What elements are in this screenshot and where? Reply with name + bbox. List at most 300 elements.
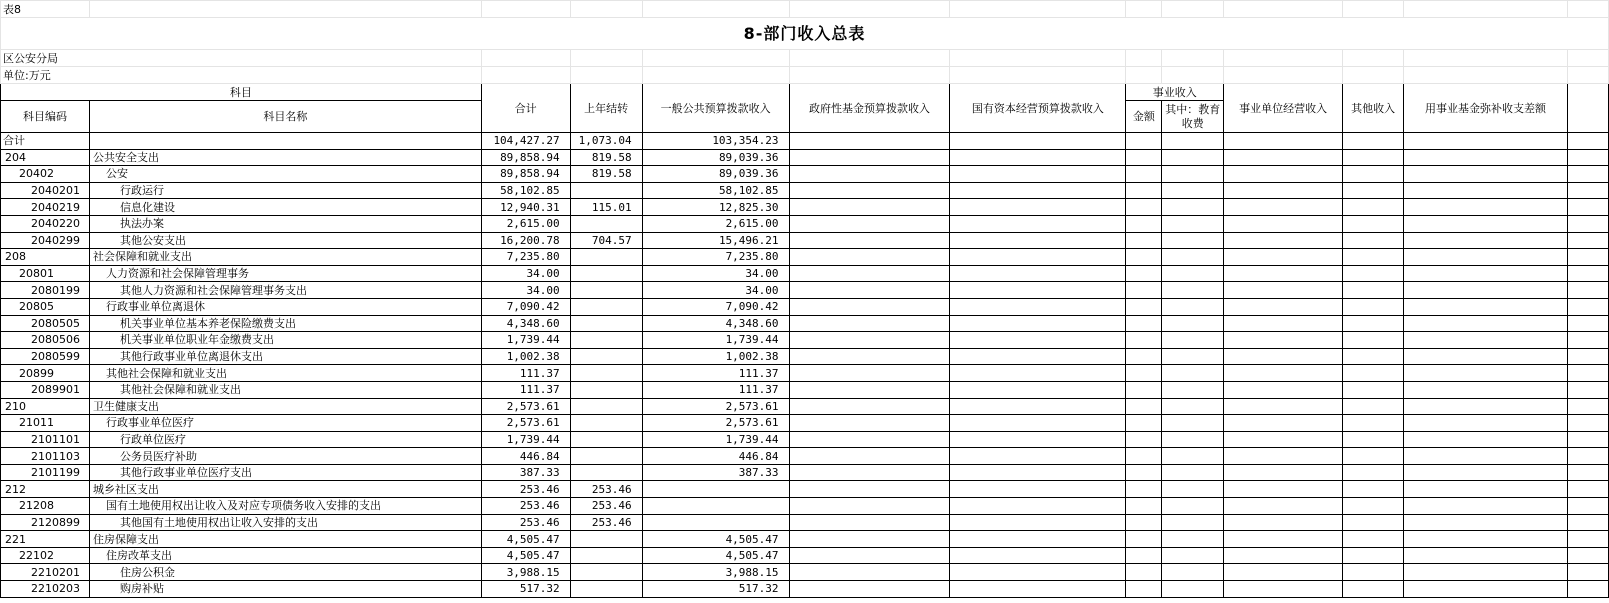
row-code-cell[interactable]: 20801 [1, 265, 90, 282]
header-gov-fund[interactable]: 政府性基金预算拨款收入 [789, 84, 950, 133]
row-code-cell[interactable]: 20805 [1, 298, 90, 315]
empty-cell[interactable] [1567, 464, 1608, 481]
empty-cell[interactable] [1162, 166, 1224, 183]
empty-cell[interactable] [1567, 149, 1608, 166]
row-name-cell[interactable]: 公安 [89, 166, 481, 183]
empty-cell[interactable] [1567, 282, 1608, 299]
empty-cell[interactable] [789, 282, 950, 299]
empty-cell[interactable] [1404, 232, 1568, 249]
empty-cell[interactable] [1404, 298, 1568, 315]
row-total-cell[interactable]: 16,200.78 [481, 232, 570, 249]
row-code-cell[interactable]: 212 [1, 481, 90, 498]
empty-cell[interactable] [1567, 398, 1608, 415]
row-total-cell[interactable]: 253.46 [481, 514, 570, 531]
empty-cell[interactable] [1126, 249, 1162, 266]
row-code-cell[interactable]: 2101199 [1, 464, 90, 481]
empty-cell[interactable] [1404, 581, 1568, 598]
row-code-cell[interactable]: 2040201 [1, 182, 90, 199]
row-name-cell[interactable]: 公共安全支出 [89, 149, 481, 166]
empty-cell[interactable] [1343, 265, 1404, 282]
empty-cell[interactable] [1404, 481, 1568, 498]
row-name-cell[interactable]: 其他社会保障和就业支出 [89, 381, 481, 398]
empty-cell[interactable] [789, 415, 950, 432]
empty-cell[interactable] [950, 564, 1126, 581]
row-carryover-cell[interactable]: 819.58 [570, 149, 642, 166]
row-total-cell[interactable]: 3,988.15 [481, 564, 570, 581]
empty-cell[interactable] [1404, 547, 1568, 564]
empty-cell[interactable] [1162, 415, 1224, 432]
row-carryover-cell[interactable] [570, 448, 642, 465]
empty-cell[interactable] [950, 448, 1126, 465]
row-carryover-cell[interactable] [570, 581, 642, 598]
empty-cell[interactable] [1567, 232, 1608, 249]
empty-cell[interactable] [950, 182, 1126, 199]
empty-cell[interactable] [789, 498, 950, 515]
empty-cell[interactable] [1126, 332, 1162, 349]
row-general-budget-cell[interactable]: 89,039.36 [642, 166, 789, 183]
empty-cell[interactable] [950, 531, 1126, 548]
empty-cell[interactable] [1343, 415, 1404, 432]
empty-cell[interactable] [1126, 398, 1162, 415]
row-code-cell[interactable]: 2080506 [1, 332, 90, 349]
header-code[interactable]: 科目编码 [1, 101, 90, 133]
empty-cell[interactable] [1126, 365, 1162, 382]
empty-cell[interactable] [789, 381, 950, 398]
empty-cell[interactable] [1404, 249, 1568, 266]
empty-cell[interactable] [1126, 581, 1162, 598]
empty-cell[interactable] [1162, 348, 1224, 365]
row-code-cell[interactable]: 21208 [1, 498, 90, 515]
row-name-cell[interactable]: 人力资源和社会保障管理事务 [89, 265, 481, 282]
row-general-budget-cell[interactable]: 111.37 [642, 381, 789, 398]
empty-cell[interactable] [1162, 133, 1224, 150]
row-carryover-cell[interactable] [570, 249, 642, 266]
empty-cell[interactable] [950, 215, 1126, 232]
row-total-cell[interactable]: 253.46 [481, 481, 570, 498]
empty-cell[interactable] [789, 215, 950, 232]
empty-cell[interactable] [1404, 398, 1568, 415]
row-general-budget-cell[interactable]: 7,090.42 [642, 298, 789, 315]
empty-cell[interactable] [1567, 365, 1608, 382]
row-carryover-cell[interactable]: 253.46 [570, 481, 642, 498]
empty-cell[interactable] [950, 166, 1126, 183]
row-name-cell[interactable]: 住房保障支出 [89, 531, 481, 548]
unit-cell[interactable]: 单位:万元 [1, 67, 482, 84]
empty-cell[interactable] [1126, 431, 1162, 448]
row-total-cell[interactable]: 4,505.47 [481, 531, 570, 548]
empty-cell[interactable] [1567, 431, 1608, 448]
empty-cell[interactable] [1126, 514, 1162, 531]
empty-cell[interactable] [1162, 199, 1224, 216]
empty-cell[interactable] [1343, 249, 1404, 266]
empty-cell[interactable] [1126, 415, 1162, 432]
empty-cell[interactable] [1162, 298, 1224, 315]
row-general-budget-cell[interactable]: 387.33 [642, 464, 789, 481]
row-carryover-cell[interactable] [570, 365, 642, 382]
row-carryover-cell[interactable]: 819.58 [570, 166, 642, 183]
empty-cell[interactable] [1567, 481, 1608, 498]
empty-cell[interactable] [789, 133, 950, 150]
empty-cell[interactable] [1567, 514, 1608, 531]
empty-cell[interactable] [1343, 298, 1404, 315]
empty-cell[interactable] [1224, 249, 1343, 266]
empty-cell[interactable] [950, 498, 1126, 515]
header-state-capital[interactable]: 国有资本经营预算拨款收入 [950, 84, 1126, 133]
empty-cell[interactable] [1126, 348, 1162, 365]
empty-cell[interactable] [1567, 315, 1608, 332]
empty-cell[interactable] [1224, 282, 1343, 299]
row-general-budget-cell[interactable]: 517.32 [642, 581, 789, 598]
row-carryover-cell[interactable]: 253.46 [570, 514, 642, 531]
empty-cell[interactable] [789, 481, 950, 498]
empty-cell[interactable] [1404, 149, 1568, 166]
row-total-cell[interactable]: 89,858.94 [481, 149, 570, 166]
header-subject-group[interactable]: 科目 [1, 84, 482, 101]
empty-cell[interactable] [1162, 381, 1224, 398]
empty-cell[interactable] [789, 199, 950, 216]
row-total-cell[interactable]: 1,002.38 [481, 348, 570, 365]
row-carryover-cell[interactable] [570, 398, 642, 415]
empty-cell[interactable] [1126, 481, 1162, 498]
row-general-budget-cell[interactable] [642, 481, 789, 498]
header-operating[interactable]: 事业单位经营收入 [1224, 84, 1343, 133]
empty-cell[interactable] [1343, 232, 1404, 249]
empty-cell[interactable] [1343, 149, 1404, 166]
empty-cell[interactable] [1162, 514, 1224, 531]
empty-cell[interactable] [1162, 398, 1224, 415]
empty-cell[interactable] [1162, 282, 1224, 299]
empty-cell[interactable] [789, 249, 950, 266]
empty-cell[interactable] [789, 298, 950, 315]
empty-cell[interactable] [1567, 531, 1608, 548]
empty-cell[interactable] [950, 547, 1126, 564]
empty-cell[interactable] [1162, 581, 1224, 598]
row-name-cell[interactable]: 其他公安支出 [89, 232, 481, 249]
row-code-cell[interactable]: 204 [1, 149, 90, 166]
row-name-cell[interactable]: 机关事业单位职业年金缴费支出 [89, 332, 481, 349]
empty-cell[interactable] [789, 166, 950, 183]
empty-cell[interactable] [1343, 215, 1404, 232]
row-name-cell[interactable]: 行政运行 [89, 182, 481, 199]
empty-cell[interactable] [1162, 481, 1224, 498]
empty-cell[interactable] [1224, 232, 1343, 249]
row-total-cell[interactable]: 253.46 [481, 498, 570, 515]
empty-cell[interactable] [1404, 431, 1568, 448]
empty-cell[interactable] [789, 348, 950, 365]
header-name[interactable]: 科目名称 [89, 101, 481, 133]
empty-cell[interactable] [1224, 298, 1343, 315]
row-code-cell[interactable]: 221 [1, 531, 90, 548]
empty-cell[interactable] [950, 348, 1126, 365]
row-general-budget-cell[interactable]: 34.00 [642, 265, 789, 282]
empty-cell[interactable] [789, 531, 950, 548]
empty-cell[interactable] [1224, 547, 1343, 564]
empty-cell[interactable] [1343, 182, 1404, 199]
row-carryover-cell[interactable]: 704.57 [570, 232, 642, 249]
row-total-cell[interactable]: 387.33 [481, 464, 570, 481]
row-carryover-cell[interactable] [570, 182, 642, 199]
empty-cell[interactable] [1343, 547, 1404, 564]
row-code-cell[interactable]: 210 [1, 398, 90, 415]
empty-cell[interactable] [1404, 498, 1568, 515]
empty-cell[interactable] [1343, 448, 1404, 465]
row-total-cell[interactable]: 12,940.31 [481, 199, 570, 216]
row-name-cell[interactable]: 住房公积金 [89, 564, 481, 581]
row-code-cell[interactable]: 20899 [1, 365, 90, 382]
empty-cell[interactable] [1162, 531, 1224, 548]
empty-cell[interactable] [1567, 182, 1608, 199]
row-general-budget-cell[interactable]: 446.84 [642, 448, 789, 465]
empty-cell[interactable] [1126, 199, 1162, 216]
empty-cell[interactable] [1224, 215, 1343, 232]
empty-cell[interactable] [1343, 133, 1404, 150]
empty-cell[interactable] [1567, 265, 1608, 282]
row-general-budget-cell[interactable]: 4,505.47 [642, 531, 789, 548]
row-total-cell[interactable]: 7,090.42 [481, 298, 570, 315]
row-total-cell[interactable]: 1,739.44 [481, 332, 570, 349]
empty-cell[interactable] [1224, 133, 1343, 150]
row-code-cell[interactable]: 合计 [1, 133, 90, 150]
empty-cell[interactable] [1126, 149, 1162, 166]
empty-cell[interactable] [950, 431, 1126, 448]
empty-cell[interactable] [1404, 282, 1568, 299]
empty-cell[interactable] [789, 581, 950, 598]
empty-cell[interactable] [1404, 348, 1568, 365]
empty-cell[interactable] [1162, 149, 1224, 166]
empty-cell[interactable] [789, 315, 950, 332]
empty-cell[interactable] [1224, 381, 1343, 398]
empty-cell[interactable] [1404, 215, 1568, 232]
empty-cell[interactable] [1224, 166, 1343, 183]
empty-cell[interactable] [1224, 315, 1343, 332]
empty-cell[interactable] [789, 514, 950, 531]
empty-cell[interactable] [950, 249, 1126, 266]
empty-cell[interactable] [1224, 398, 1343, 415]
row-carryover-cell[interactable] [570, 415, 642, 432]
row-name-cell[interactable]: 行政事业单位离退休 [89, 298, 481, 315]
empty-cell[interactable] [1343, 199, 1404, 216]
empty-cell[interactable] [1162, 182, 1224, 199]
empty-cell[interactable] [1224, 332, 1343, 349]
empty-cell[interactable] [1224, 149, 1343, 166]
row-code-cell[interactable]: 20402 [1, 166, 90, 183]
empty-cell[interactable] [1162, 464, 1224, 481]
empty-cell[interactable] [1567, 249, 1608, 266]
empty-cell[interactable] [789, 564, 950, 581]
empty-cell[interactable] [1567, 498, 1608, 515]
row-total-cell[interactable]: 2,573.61 [481, 398, 570, 415]
empty-cell[interactable] [1126, 265, 1162, 282]
empty-cell[interactable] [789, 265, 950, 282]
header-total[interactable]: 合计 [481, 84, 570, 133]
empty-cell[interactable] [1162, 332, 1224, 349]
empty-cell[interactable] [1162, 448, 1224, 465]
empty-cell[interactable] [950, 232, 1126, 249]
empty-cell[interactable] [950, 381, 1126, 398]
row-total-cell[interactable]: 34.00 [481, 265, 570, 282]
empty-cell[interactable] [1343, 581, 1404, 598]
empty-cell[interactable] [1224, 581, 1343, 598]
row-carryover-cell[interactable] [570, 265, 642, 282]
empty-cell[interactable] [1162, 547, 1224, 564]
empty-cell[interactable] [789, 365, 950, 382]
row-total-cell[interactable]: 2,573.61 [481, 415, 570, 432]
row-name-cell[interactable]: 国有土地使用权出让收入及对应专项债务收入安排的支出 [89, 498, 481, 515]
empty-cell[interactable] [1224, 531, 1343, 548]
row-name-cell[interactable]: 执法办案 [89, 215, 481, 232]
empty-cell[interactable] [1224, 182, 1343, 199]
empty-cell[interactable] [1126, 315, 1162, 332]
row-name-cell[interactable]: 其他行政事业单位离退休支出 [89, 348, 481, 365]
row-name-cell[interactable]: 购房补贴 [89, 581, 481, 598]
empty-cell[interactable] [1567, 547, 1608, 564]
empty-cell[interactable] [1404, 415, 1568, 432]
row-name-cell[interactable]: 其他国有土地使用权出让收入安排的支出 [89, 514, 481, 531]
empty-cell[interactable] [1343, 514, 1404, 531]
row-code-cell[interactable]: 2089901 [1, 381, 90, 398]
empty-cell[interactable] [1567, 298, 1608, 315]
row-general-budget-cell[interactable]: 1,739.44 [642, 431, 789, 448]
empty-cell[interactable] [1567, 215, 1608, 232]
row-code-cell[interactable]: 2040220 [1, 215, 90, 232]
empty-cell[interactable] [1126, 215, 1162, 232]
row-name-cell[interactable]: 其他人力资源和社会保障管理事务支出 [89, 282, 481, 299]
table-title[interactable]: 8-部门收入总表 [1, 18, 1609, 50]
row-general-budget-cell[interactable]: 103,354.23 [642, 133, 789, 150]
empty-cell[interactable] [1567, 332, 1608, 349]
empty-cell[interactable] [1224, 199, 1343, 216]
empty-cell[interactable] [1126, 166, 1162, 183]
row-name-cell[interactable]: 其他社会保障和就业支出 [89, 365, 481, 382]
row-code-cell[interactable]: 208 [1, 249, 90, 266]
row-code-cell[interactable]: 2101101 [1, 431, 90, 448]
row-general-budget-cell[interactable]: 15,496.21 [642, 232, 789, 249]
empty-cell[interactable] [950, 298, 1126, 315]
empty-cell[interactable] [1567, 199, 1608, 216]
empty-cell[interactable] [1162, 315, 1224, 332]
header-other[interactable]: 其他收入 [1343, 84, 1404, 133]
row-carryover-cell[interactable] [570, 381, 642, 398]
row-carryover-cell[interactable]: 115.01 [570, 199, 642, 216]
empty-cell[interactable] [1126, 298, 1162, 315]
unit-org-cell[interactable]: 区公安分局 [1, 50, 482, 67]
empty-cell[interactable] [1224, 365, 1343, 382]
empty-cell[interactable] [1126, 448, 1162, 465]
empty-cell[interactable] [1126, 498, 1162, 515]
row-name-cell[interactable]: 行政单位医疗 [89, 431, 481, 448]
row-code-cell[interactable]: 2080599 [1, 348, 90, 365]
row-total-cell[interactable]: 446.84 [481, 448, 570, 465]
empty-cell[interactable] [1162, 564, 1224, 581]
empty-cell[interactable] [950, 365, 1126, 382]
empty-cell[interactable] [1404, 199, 1568, 216]
empty-cell[interactable] [950, 581, 1126, 598]
empty-cell[interactable] [789, 182, 950, 199]
row-carryover-cell[interactable] [570, 315, 642, 332]
row-code-cell[interactable]: 22102 [1, 547, 90, 564]
empty-cell[interactable] [789, 149, 950, 166]
row-general-budget-cell[interactable] [642, 514, 789, 531]
header-business-edu[interactable]: 其中：教育收费 [1162, 101, 1224, 133]
empty-cell[interactable] [1567, 564, 1608, 581]
row-code-cell[interactable]: 21011 [1, 415, 90, 432]
row-total-cell[interactable]: 4,348.60 [481, 315, 570, 332]
empty-cell[interactable] [1224, 448, 1343, 465]
empty-cell[interactable] [1343, 365, 1404, 382]
row-code-cell[interactable]: 2080199 [1, 282, 90, 299]
empty-cell[interactable] [1404, 182, 1568, 199]
empty-cell[interactable] [950, 149, 1126, 166]
empty-cell[interactable] [1404, 448, 1568, 465]
empty-cell[interactable] [1224, 265, 1343, 282]
row-carryover-cell[interactable] [570, 215, 642, 232]
empty-cell[interactable] [950, 514, 1126, 531]
row-name-cell[interactable] [89, 133, 481, 150]
empty-cell[interactable] [789, 332, 950, 349]
empty-cell[interactable] [789, 448, 950, 465]
empty-cell[interactable] [1404, 531, 1568, 548]
empty-cell[interactable] [1567, 348, 1608, 365]
empty-cell[interactable] [950, 464, 1126, 481]
empty-cell[interactable] [1404, 381, 1568, 398]
empty-cell[interactable] [789, 431, 950, 448]
empty-cell[interactable] [1404, 315, 1568, 332]
row-general-budget-cell[interactable]: 3,988.15 [642, 564, 789, 581]
row-general-budget-cell[interactable]: 7,235.80 [642, 249, 789, 266]
empty-cell[interactable] [1126, 133, 1162, 150]
row-name-cell[interactable]: 信息化建设 [89, 199, 481, 216]
empty-cell[interactable] [1126, 232, 1162, 249]
row-code-cell[interactable]: 2210201 [1, 564, 90, 581]
empty-cell[interactable] [1343, 564, 1404, 581]
row-carryover-cell[interactable]: 253.46 [570, 498, 642, 515]
empty-cell[interactable] [1343, 498, 1404, 515]
empty-cell[interactable] [950, 398, 1126, 415]
row-carryover-cell[interactable] [570, 547, 642, 564]
row-general-budget-cell[interactable]: 2,615.00 [642, 215, 789, 232]
empty-cell[interactable] [1404, 564, 1568, 581]
row-total-cell[interactable]: 34.00 [481, 282, 570, 299]
row-general-budget-cell[interactable]: 2,573.61 [642, 415, 789, 432]
empty-cell[interactable] [1343, 431, 1404, 448]
row-general-budget-cell[interactable]: 4,505.47 [642, 547, 789, 564]
empty-cell[interactable] [950, 199, 1126, 216]
empty-cell[interactable] [1343, 166, 1404, 183]
empty-cell[interactable] [1567, 448, 1608, 465]
empty-cell[interactable] [789, 547, 950, 564]
empty-cell[interactable] [1404, 464, 1568, 481]
sheet-label-cell[interactable]: 表8 [1, 1, 90, 18]
row-total-cell[interactable]: 89,858.94 [481, 166, 570, 183]
empty-cell[interactable] [1126, 282, 1162, 299]
row-carryover-cell[interactable] [570, 431, 642, 448]
empty-cell[interactable] [950, 133, 1126, 150]
row-code-cell[interactable]: 2040219 [1, 199, 90, 216]
header-carryover[interactable]: 上年结转 [570, 84, 642, 133]
empty-cell[interactable] [1224, 348, 1343, 365]
empty-cell[interactable] [1343, 381, 1404, 398]
empty-cell[interactable] [1126, 464, 1162, 481]
empty-cell[interactable] [950, 415, 1126, 432]
empty-cell[interactable] [1404, 332, 1568, 349]
empty-cell[interactable] [1343, 282, 1404, 299]
empty-cell[interactable] [1343, 531, 1404, 548]
empty-cell[interactable] [1343, 398, 1404, 415]
empty-cell[interactable] [1343, 481, 1404, 498]
row-name-cell[interactable]: 城乡社区支出 [89, 481, 481, 498]
empty-cell[interactable] [1343, 315, 1404, 332]
empty-cell[interactable] [1567, 415, 1608, 432]
